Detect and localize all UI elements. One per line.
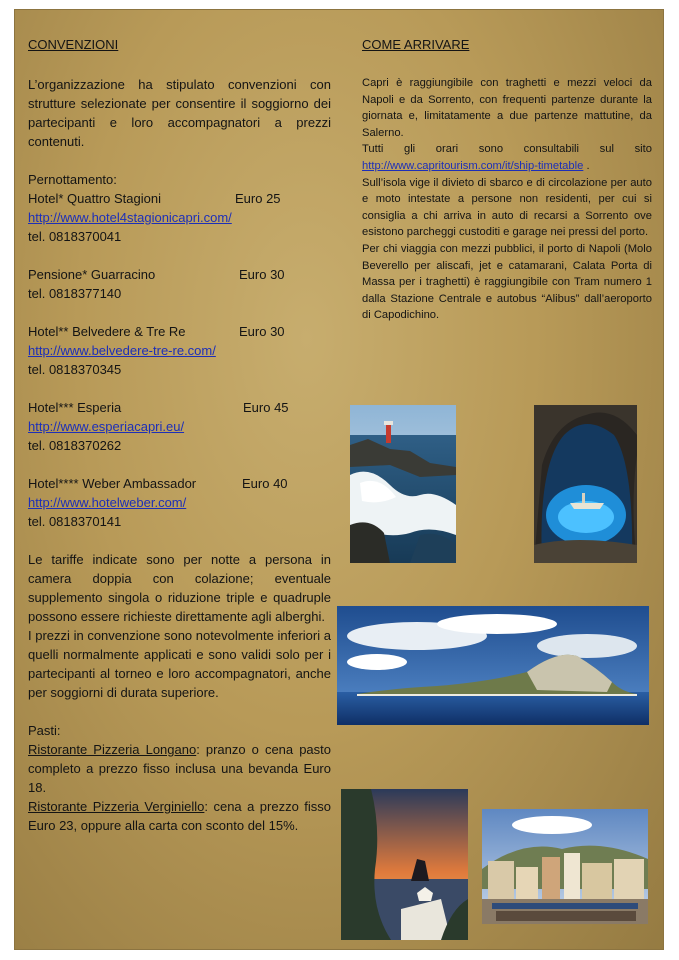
orari-text: Tutti gli orari sono consultabili sul sito — [362, 143, 652, 156]
ristorante-text: : cena a prezzo fisso Euro 23, oppure alla carta con sconto del 15%. — [28, 799, 331, 833]
mezzi-pubblici-paragraph: Per chi viaggia con mezzi pubblici, il porto di Napoli (Molo Beverello per aliscafi, jet e catamarani, Calata Porta di Massa per i traghetti) è raggiungibile con Tram numero 1 dalla Stazione Centrale e autobus “Alibus” dall’aeroporto di Capodichino. — [362, 242, 652, 322]
lighthouse-waves-photo — [350, 405, 456, 563]
ristorante-name: Ristorante Pizzeria Longano — [28, 742, 197, 757]
ristorante-verginiello — [28, 797, 331, 835]
hotel-tel: tel. 0818370041 — [28, 229, 122, 244]
brochure-page — [14, 9, 664, 950]
hotel-link[interactable]: http://www.esperiacapri.eu/ — [28, 419, 185, 434]
come-arrivare-column — [362, 37, 652, 324]
prezzi-paragraph: I prezzi in convenzione sono notevolmente inferiori a quelli normalmente applicati e sono validi solo per i partecipanti al torneo e loro accompagnatori, anche per soggiorni di durata superiore. — [28, 628, 331, 700]
pernottamento-label: Pernottamento: — [28, 172, 117, 187]
hotel-price: Euro 45 — [243, 400, 289, 415]
island-panorama-photo — [337, 606, 649, 725]
hotel-entry — [28, 189, 331, 246]
hotel-tel: tel. 0818370262 — [28, 438, 122, 453]
convenzioni-intro: L’organizzazione ha stipulato convenzioni con strutture selezionate per consentire il soggiorno dei partecipanti e loro accompagnatori a prezzi contenuti. — [28, 77, 331, 149]
tariffe-paragraph: Le tariffe indicate sono per notte a persona in camera doppia con colazione; eventuale supplemento singola o riduzione triple e quadruple possono essere richieste direttamente agli alberghi. — [28, 552, 331, 624]
hotel-price: Euro 40 — [242, 476, 288, 491]
hotel-entry — [28, 322, 331, 379]
sunset-faraglioni-photo — [341, 789, 468, 940]
hotel-name: Hotel* Quattro Stagioni — [28, 191, 161, 206]
hotel-link[interactable]: http://www.hotel4stagionicapri.com/ — [28, 210, 232, 225]
hotel-entry — [28, 398, 331, 455]
orari-paragraph — [362, 141, 652, 174]
hotel-tel: tel. 0818377140 — [28, 286, 122, 301]
convenzioni-heading: CONVENZIONI — [28, 37, 119, 52]
ristorante-text: : pranzo o cena pasto completo a prezzo fisso inclusa una bevanda Euro 18. — [28, 742, 331, 795]
hotel-name: Hotel** Belvedere & Tre Re — [28, 324, 186, 339]
pasti-label: Pasti: — [28, 723, 61, 738]
hotel-price: Euro 30 — [239, 267, 285, 282]
orari-text-end: . — [583, 159, 590, 172]
hotel-entry — [28, 265, 331, 303]
ristorante-name: Ristorante Pizzeria Verginiello — [28, 799, 205, 814]
convenzioni-column — [28, 37, 331, 835]
timetable-link[interactable]: http://www.capritourism.com/it/ship-timetable — [362, 159, 584, 172]
hotel-name: Pensione* Guarracino — [28, 267, 156, 282]
arrivare-paragraph: Capri è raggiungibile con traghetti e mezzi veloci da Napoli e da Sorrento, con frequenti partenze durante la giornata e, limitatamente a due partenze mattutine, da Salerno. — [362, 77, 652, 139]
hotel-entry — [28, 474, 331, 531]
come-arrivare-heading: COME ARRIVARE — [362, 37, 470, 52]
hotel-price: Euro 30 — [239, 324, 285, 339]
hotel-tel: tel. 0818370345 — [28, 362, 122, 377]
blue-grotto-photo — [534, 405, 637, 563]
hotel-name: Hotel**** Weber Ambassador — [28, 476, 197, 491]
hotel-name: Hotel*** Esperia — [28, 400, 122, 415]
divieto-paragraph: Sull’isola vige il divieto di sbarco e di circolazione per auto e moto intestate a persone non residenti, per cui si consiglia a chi arriva in auto di recarsi a Sorrento ove esistono parcheggi custoditi e garage nei pressi del porto. — [362, 176, 652, 239]
hotel-tel: tel. 0818370141 — [28, 514, 122, 529]
hotel-link[interactable]: http://www.hotelweber.com/ — [28, 495, 187, 510]
hotel-link[interactable]: http://www.belvedere-tre-re.com/ — [28, 343, 216, 358]
capri-village-photo — [482, 809, 648, 924]
ristorante-longano — [28, 740, 331, 797]
hotel-price: Euro 25 — [235, 191, 281, 206]
